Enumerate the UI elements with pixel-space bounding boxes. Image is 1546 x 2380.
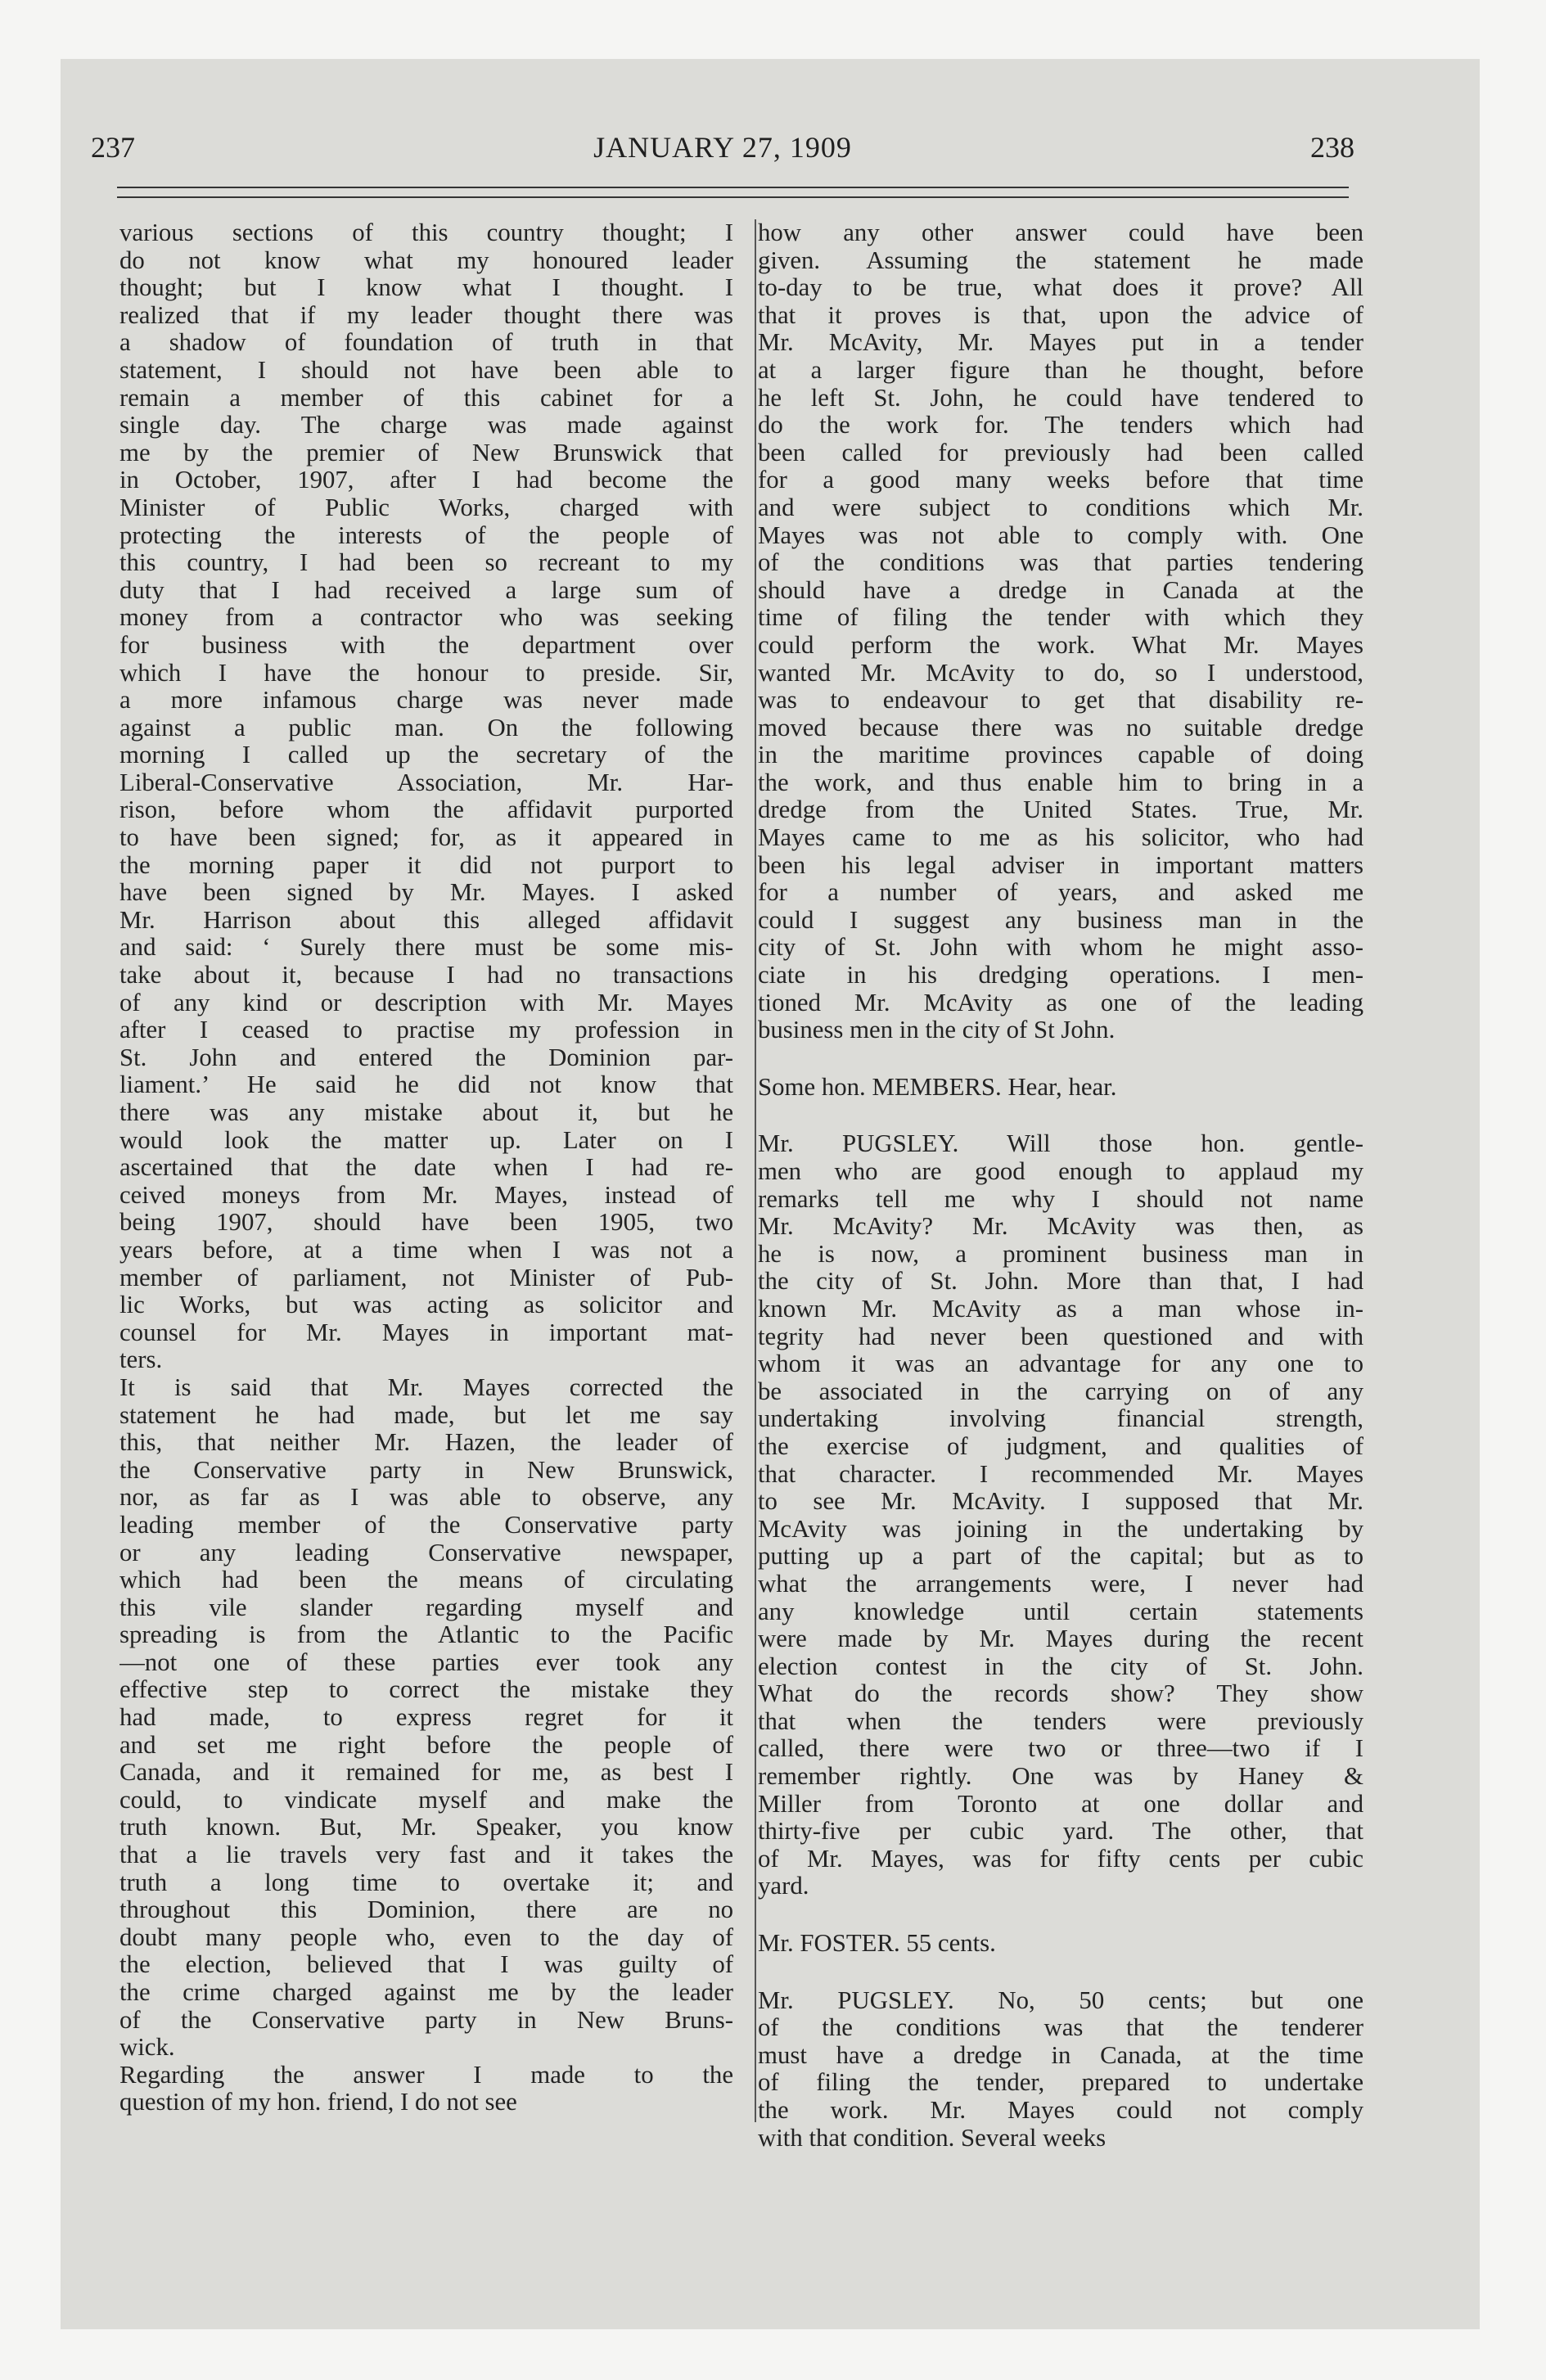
text-line: for business with the department over <box>119 631 733 659</box>
text-line: the work, and thus enable him to bring in a <box>758 769 1363 796</box>
text-line: moved because there was no suitable dredge <box>758 714 1363 741</box>
text-line: known Mr. McAvity as a man whose in- <box>758 1295 1363 1323</box>
text-line: whom it was an advantage for any one to <box>758 1350 1363 1378</box>
text-line: Canada, and it remained for me, as best I <box>119 1759 733 1787</box>
text-line: Some hon. MEMBERS. Hear, hear. <box>758 1073 1117 1101</box>
page-number-right: 238 <box>1310 131 1354 164</box>
text-line: he left St. John, he could have tendered to <box>758 384 1363 412</box>
text-line: throughout this Dominion, there are no <box>119 1896 733 1924</box>
paragraph-gap <box>758 1101 1363 1130</box>
text-line: being 1907, should have been 1905, two <box>119 1209 733 1237</box>
text-line: this, that neither Mr. Hazen, the leader of <box>119 1429 733 1457</box>
text-line: would look the matter up. Later on I <box>119 1126 733 1154</box>
text-line: the work. Mr. Mayes could not comply <box>758 2097 1363 2124</box>
text-line: Mr. Harrison about this alleged affidavit <box>119 906 733 934</box>
header-rule-top <box>117 187 1349 188</box>
text-line: remain a member of this cabinet for a <box>119 384 733 412</box>
text-line: nor, as far as I was able to observe, any <box>119 1484 733 1512</box>
text-line: Miller from Toronto at one dollar and <box>758 1790 1363 1818</box>
text-line: called, there were two or three—two if I <box>758 1735 1363 1763</box>
text-line: men who are good enough to applaud my <box>758 1158 1363 1185</box>
text-line: Regarding the answer I made to the <box>119 2061 733 2089</box>
text-line: the Conservative party in New Brunswick, <box>119 1456 733 1484</box>
text-line: should have a dredge in Canada at the <box>758 576 1363 604</box>
text-line: realized that if my leader thought there was <box>119 301 733 329</box>
text-line: Mayes was not able to comply with. One <box>758 521 1363 549</box>
text-line: question of my hon. friend, I do not see <box>119 2089 517 2116</box>
text-line: rison, before whom the affidavit purported <box>119 796 733 824</box>
text-line: Mr. FOSTER. 55 cents. <box>758 1930 996 1958</box>
text-line: Mr. McAvity, Mr. Mayes put in a tender <box>758 329 1363 357</box>
text-line: Mayes came to me as his solicitor, who had <box>758 824 1363 852</box>
text-line: do the work for. The tenders which had <box>758 412 1363 439</box>
text-line: the morning paper it did not purport to <box>119 851 733 879</box>
text-line: ceived moneys from Mr. Mayes, instead of <box>119 1181 733 1209</box>
text-line: What do the records show? They show <box>758 1680 1363 1708</box>
text-line: this country, I had been so recreant to my <box>119 549 733 577</box>
paragraph-gap <box>758 1958 1363 1987</box>
text-line: ters. <box>119 1346 163 1374</box>
text-line: of any kind or description with Mr. Mayes <box>119 989 733 1016</box>
text-line: that a lie travels very fast and it takes the <box>119 1841 733 1869</box>
text-line: time of filing the tender with which they <box>758 604 1363 632</box>
text-line: for a number of years, and asked me <box>758 879 1363 907</box>
text-line: could perform the work. What Mr. Mayes <box>758 631 1363 659</box>
header-rule-bottom <box>117 196 1349 198</box>
text-line: be associated in the carrying on of any <box>758 1377 1363 1405</box>
text-line: morning I called up the secretary of the <box>119 741 733 769</box>
text-line: that it proves is that, upon the advice of <box>758 301 1363 329</box>
text-line: Mr. PUGSLEY. No, 50 cents; but one <box>758 1986 1363 2014</box>
text-line: at a larger figure than he thought, before <box>758 356 1363 384</box>
text-line: member of parliament, not Minister of Pub- <box>119 1264 733 1291</box>
text-line: statement he had made, but let me say <box>119 1401 733 1429</box>
text-line: tioned Mr. McAvity as one of the leading <box>758 989 1363 1016</box>
text-line: doubt many people who, even to the day of <box>119 1923 733 1951</box>
text-line: been his legal adviser in important matters <box>758 851 1363 879</box>
text-line: ciate in his dredging operations. I men- <box>758 962 1363 989</box>
text-line: election contest in the city of St. John. <box>758 1652 1363 1680</box>
text-line: remember rightly. One was by Haney & <box>758 1763 1363 1791</box>
text-line: of the conditions was that parties tendering <box>758 549 1363 577</box>
text-line: truth known. But, Mr. Speaker, you know <box>119 1814 733 1841</box>
right-column <box>758 219 1363 2152</box>
text-line: the election, believed that I was guilty of <box>119 1951 733 1979</box>
text-line: what the arrangements were, I never had <box>758 1570 1363 1598</box>
text-line: years before, at a time when I was not a <box>119 1236 733 1264</box>
text-line: liament.’ He said he did not know that <box>119 1071 733 1099</box>
text-line: yard. <box>758 1873 809 1900</box>
text-line: dredge from the United States. True, Mr. <box>758 796 1363 824</box>
text-line: thirty-five per cubic yard. The other, that <box>758 1818 1363 1846</box>
text-line: the crime charged against me by the leader <box>119 1979 733 2006</box>
text-line: Mr. PUGSLEY. Will those hon. gentle- <box>758 1130 1363 1158</box>
text-line: wick. <box>119 2034 175 2062</box>
text-line: putting up a part of the capital; but as to <box>758 1543 1363 1571</box>
text-line: the city of St. John. More than that, I had <box>758 1268 1363 1296</box>
text-line: to have been signed; for, as it appeared in <box>119 824 733 852</box>
text-line: protecting the interests of the people of <box>119 521 733 549</box>
text-line: do not know what my honoured leader <box>119 246 733 274</box>
text-line: that character. I recommended Mr. Mayes <box>758 1460 1363 1488</box>
text-line: he is now, a prominent business man in <box>758 1240 1363 1268</box>
text-line: with that condition. Several weeks <box>758 2124 1107 2152</box>
text-line: was to endeavour to get that disability re- <box>758 687 1363 714</box>
left-column <box>119 219 733 2116</box>
text-line: of the Conservative party in New Bruns- <box>119 2006 733 2034</box>
text-line: Minister of Public Works, charged with <box>119 494 733 521</box>
text-line: duty that I had received a large sum of <box>119 576 733 604</box>
text-line: to-day to be true, what does it prove? All <box>758 274 1363 302</box>
text-line: and were subject to conditions which Mr. <box>758 494 1363 521</box>
text-line: truth a long time to overtake it; and <box>119 1868 733 1896</box>
text-line: which had been the means of circulating <box>119 1566 733 1594</box>
text-line: wanted Mr. McAvity to do, so I understood, <box>758 659 1363 687</box>
text-line: there was any mistake about it, but he <box>119 1099 733 1126</box>
text-line: which I have the honour to preside. Sir, <box>119 659 733 687</box>
text-line: been called for previously had been called <box>758 439 1363 467</box>
text-line: could, to vindicate myself and make the <box>119 1786 733 1814</box>
page-number-left: 237 <box>91 131 135 164</box>
text-line: various sections of this country thought; I <box>119 219 733 246</box>
paragraph-gap <box>758 1044 1363 1074</box>
text-line: leading member of the Conservative party <box>119 1511 733 1539</box>
paragraph-gap <box>758 1900 1363 1930</box>
text-line: statement, I should not have been able to <box>119 356 733 384</box>
text-line: were made by Mr. Mayes during the recent <box>758 1625 1363 1653</box>
text-line: undertaking involving financial strength, <box>758 1405 1363 1433</box>
text-line: that when the tenders were previously <box>758 1707 1363 1735</box>
text-line: counsel for Mr. Mayes in important mat- <box>119 1318 733 1346</box>
text-line: must have a dredge in Canada, at the time <box>758 2041 1363 2069</box>
text-line: a shadow of foundation of truth in that <box>119 329 733 357</box>
text-line: St. John and entered the Dominion par- <box>119 1044 733 1071</box>
text-line: business men in the city of St John. <box>758 1016 1116 1044</box>
text-line: to see Mr. McAvity. I supposed that Mr. <box>758 1488 1363 1516</box>
text-line: remarks tell me why I should not name <box>758 1185 1363 1213</box>
text-line: and said: ‘ Surely there must be some mis- <box>119 934 733 962</box>
text-line: in October, 1907, after I had become the <box>119 467 733 494</box>
text-line: the exercise of judgment, and qualities of <box>758 1432 1363 1460</box>
text-line: Mr. McAvity? Mr. McAvity was then, as <box>758 1213 1363 1241</box>
text-line: It is said that Mr. Mayes corrected the <box>119 1373 733 1401</box>
text-line: city of St. John with whom he might asso- <box>758 934 1363 962</box>
text-line: McAvity was joining in the undertaking by <box>758 1515 1363 1543</box>
column-divider <box>755 219 756 2122</box>
text-line: effective step to correct the mistake they <box>119 1676 733 1704</box>
text-line: take about it, because I had no transactions <box>119 962 733 989</box>
text-line: me by the premier of New Brunswick that <box>119 439 733 467</box>
text-line: could I suggest any business man in the <box>758 906 1363 934</box>
text-line: this vile slander regarding myself and <box>119 1593 733 1621</box>
text-line: Liberal-Conservative Association, Mr. Har- <box>119 769 733 796</box>
text-line: any knowledge until certain statements <box>758 1598 1363 1625</box>
text-line: after I ceased to practise my profession in <box>119 1016 733 1044</box>
text-line: spreading is from the Atlantic to the Pacific <box>119 1621 733 1649</box>
text-line: ascertained that the date when I had re- <box>119 1154 733 1182</box>
text-line: in the maritime provinces capable of doing <box>758 741 1363 769</box>
text-line: given. Assuming the statement he made <box>758 246 1363 274</box>
text-line: or any leading Conservative newspaper, <box>119 1539 733 1566</box>
text-line: against a public man. On the following <box>119 714 733 741</box>
text-line: have been signed by Mr. Mayes. I asked <box>119 879 733 907</box>
text-line: of filing the tender, prepared to undertake <box>758 2069 1363 2097</box>
text-line: for a good many weeks before that time <box>758 467 1363 494</box>
text-line: lic Works, but was acting as solicitor and <box>119 1291 733 1319</box>
text-line: a more infamous charge was never made <box>119 687 733 714</box>
text-line: —not one of these parties ever took any <box>119 1648 733 1676</box>
text-line: had made, to express regret for it <box>119 1704 733 1732</box>
text-line: how any other answer could have been <box>758 219 1363 246</box>
text-line: of Mr. Mayes, was for fifty cents per cubic <box>758 1845 1363 1873</box>
text-line: single day. The charge was made against <box>119 412 733 439</box>
text-line: and set me right before the people of <box>119 1731 733 1759</box>
text-line: money from a contractor who was seeking <box>119 604 733 632</box>
text-line: thought; but I know what I thought. I <box>119 274 733 302</box>
header-date: JANUARY 27, 1909 <box>593 131 852 164</box>
text-line: tegrity had never been questioned and with <box>758 1323 1363 1350</box>
page-header <box>91 123 1354 172</box>
text-line: of the conditions was that the tenderer <box>758 2014 1363 2042</box>
